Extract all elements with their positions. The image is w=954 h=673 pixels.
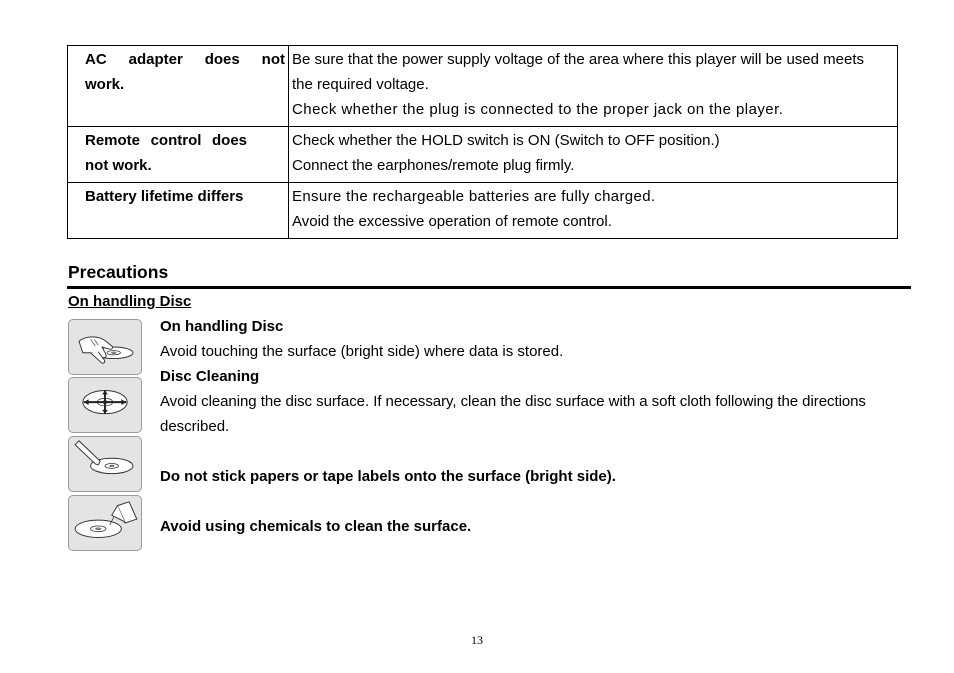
hand-holding-disc-icon [68, 319, 142, 375]
solution-line: Be sure that the power supply voltage of the area where this player will be used meets [292, 51, 864, 68]
no-chemicals-warning: Avoid using chemicals to clean the surface. [160, 518, 472, 535]
problem-line: Remote control does [85, 132, 247, 149]
section-title: Precautions [68, 262, 169, 282]
disc-cleaning-directions-icon [68, 377, 142, 433]
subsection-title: On handling Disc [68, 293, 192, 310]
table-row [68, 183, 898, 239]
problem-cell [68, 183, 289, 239]
no-stickers-warning: Do not stick papers or tape labels onto the surface (bright side). [160, 468, 616, 485]
solution-line: Check whether the HOLD switch is ON (Switch to OFF position.) [292, 132, 720, 149]
solution-cell [289, 183, 898, 239]
cleaning-heading: Disc Cleaning [160, 368, 260, 385]
solution-line: Ensure the rechargeable batteries are fully charged. [292, 188, 656, 205]
section-divider [67, 286, 911, 289]
table-row [68, 127, 898, 183]
solution-cell [289, 127, 898, 183]
cleaning-text: Avoid cleaning the disc surface. If necessary, clean the disc surface with a soft cloth following the directions [160, 393, 866, 410]
problem-line: AC adapter does not [85, 51, 285, 68]
solution-line: Avoid the excessive operation of remote control. [292, 213, 612, 230]
disc-with-label-icon [68, 436, 142, 492]
solution-cell [289, 46, 898, 127]
cleaning-text: described. [160, 418, 230, 435]
solution-line: Connect the earphones/remote plug firmly. [292, 157, 575, 174]
table-row [68, 46, 898, 127]
problem-cell [68, 127, 289, 183]
disc-with-chemical-bottle-icon [68, 495, 142, 551]
page-number: 13 [471, 633, 483, 647]
problem-line: not work. [85, 157, 152, 174]
handling-heading: On handling Disc [160, 318, 284, 335]
solution-line: Check whether the plug is connected to the proper jack on the player. [292, 101, 784, 118]
troubleshooting-table [67, 45, 898, 239]
solution-line: the required voltage. [292, 76, 429, 93]
problem-cell [68, 46, 289, 127]
problem-line: work. [85, 76, 125, 93]
handling-text: Avoid touching the surface (bright side) where data is stored. [160, 343, 564, 360]
problem-line: Battery lifetime differs [85, 188, 244, 205]
